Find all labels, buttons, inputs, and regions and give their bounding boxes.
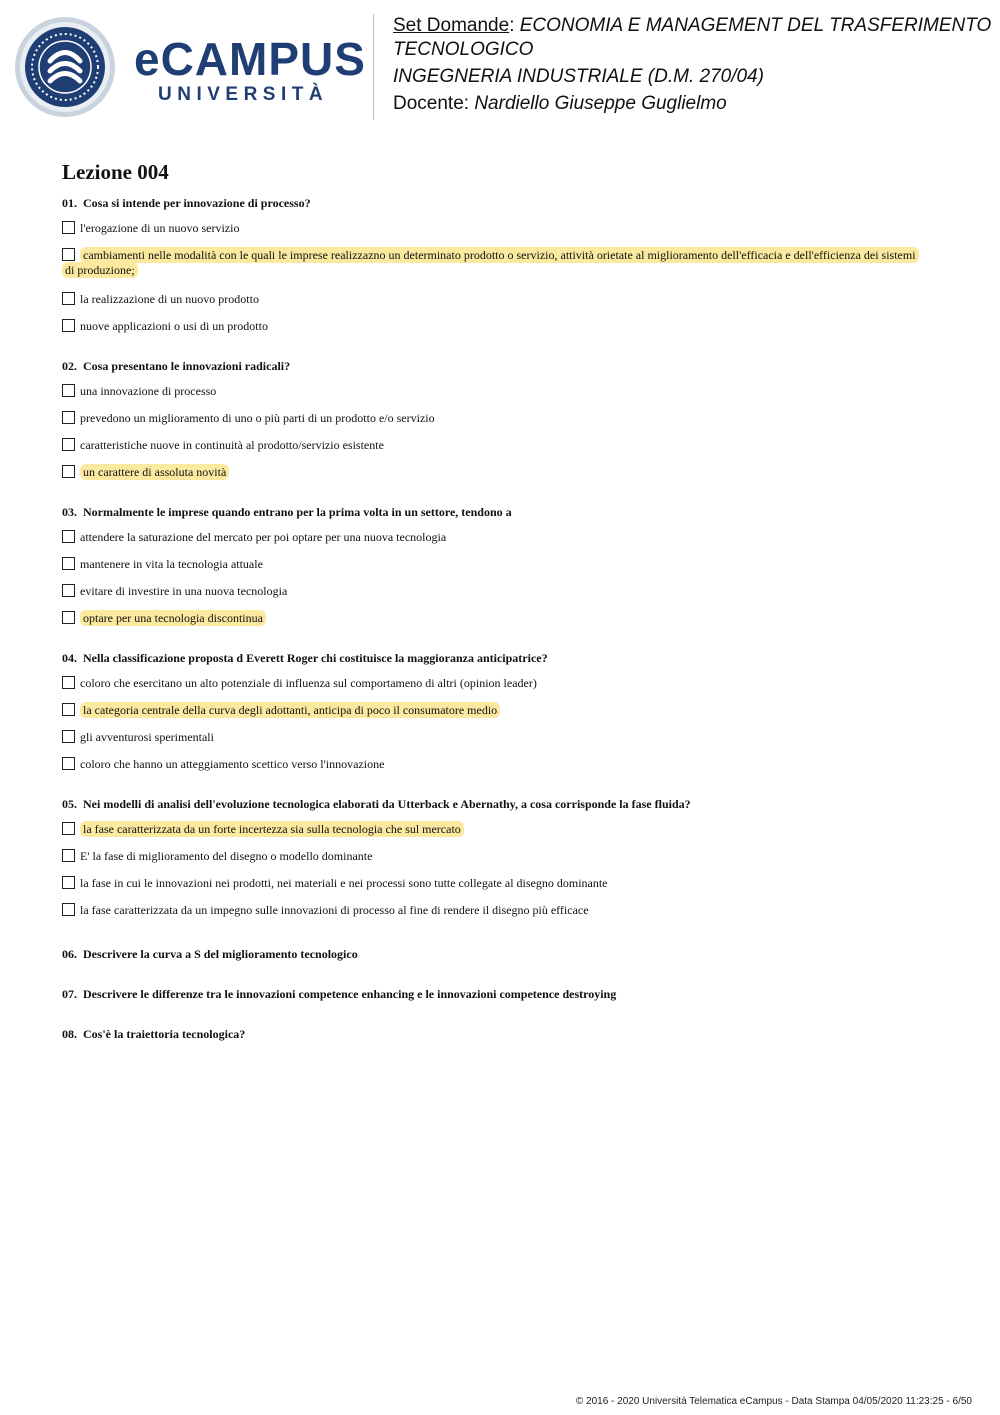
answer-text: caratteristiche nuove in continuità al prodotto/servizio esistente (80, 438, 384, 452)
answer-checkbox[interactable] (62, 730, 75, 743)
answer-option-correct (62, 703, 922, 718)
answer-text-highlighted: la categoria centrale della curva degli adottanti, anticipa di poco il consumatore medio (80, 702, 500, 718)
question-02 (62, 358, 922, 480)
answer-option (62, 757, 922, 772)
answer-option (62, 438, 922, 453)
answer-checkbox[interactable] (62, 411, 75, 424)
answer-checkbox[interactable] (62, 319, 75, 332)
answer-text: mantenere in vita la tecnologia attuale (80, 557, 263, 571)
answer-checkbox[interactable] (62, 849, 75, 862)
answer-option (62, 730, 922, 745)
answer-option-correct (62, 611, 922, 626)
answer-option (62, 849, 922, 864)
answer-text-highlighted: un carattere di assoluta novità (80, 464, 229, 480)
answer-text: la realizzazione di un nuovo prodotto (80, 292, 259, 306)
answer-text: nuove applicazioni o usi di un prodotto (80, 319, 268, 333)
question-number: 06. (62, 947, 77, 961)
answer-text: E' la fase di miglioramento del disegno o modello dominante (80, 849, 373, 863)
answer-text: una innovazione di processo (80, 384, 217, 398)
answer-checkbox[interactable] (62, 611, 75, 624)
answer-checkbox[interactable] (62, 221, 75, 234)
answer-text: coloro che hanno un atteggiamento scettico verso l'innovazione (80, 757, 385, 771)
answer-option-correct (62, 822, 922, 837)
answer-text: la fase in cui le innovazioni nei prodotti, nei materiali e nei processi sono tutte collegate al disegno dominante (80, 876, 608, 890)
answer-option (62, 384, 922, 399)
answer-option-correct (62, 248, 922, 278)
question-text: Cosa si intende per innovazione di processo? (83, 196, 311, 210)
open-question-08 (62, 1026, 922, 1042)
answer-option (62, 411, 922, 426)
answer-option (62, 530, 922, 545)
answer-checkbox[interactable] (62, 584, 75, 597)
page-footer: © 2016 - 2020 Università Telematica eCampus - Data Stampa 04/05/2020 11:23:25 - 6/50 (575, 1396, 972, 1407)
answer-option (62, 292, 922, 307)
header-info: Set Domande: ECONOMIA E MANAGEMENT DEL TRASFERIMENTO TECNOLOGICO INGEGNERIA INDUSTRIALE (D.M. 270/04) Docente: Nardiello Giuseppe Guglielmo (393, 15, 992, 114)
answer-text-highlighted: cambiamenti nelle modalità con le quali le imprese realizzazno un determinato prodotto o servizio, attività orietate al miglioramento dell'efficacia e dell'efficienza dei sistemi di produzione; (62, 247, 919, 278)
answer-checkbox[interactable] (62, 757, 75, 770)
course-title: ECONOMIA E MANAGEMENT DEL TRASFERIMENTO TECNOLOGICO (393, 15, 992, 60)
question-text: Cos'è la traiettoria tecnologica? (83, 1027, 246, 1041)
answer-text: prevedono un miglioramento di uno o più parti di un prodotto e/o servizio (80, 411, 435, 425)
answer-checkbox[interactable] (62, 292, 75, 305)
degree-title: INGEGNERIA INDUSTRIALE (D.M. 270/04) (393, 66, 764, 87)
answer-checkbox[interactable] (62, 557, 75, 570)
question-04 (62, 650, 922, 772)
question-text: Cosa presentano le innovazioni radicali? (83, 359, 291, 373)
answer-checkbox[interactable] (62, 876, 75, 889)
teacher-label: Docente: (393, 93, 470, 114)
answer-text-highlighted: la fase caratterizzata da un forte incertezza sia sulla tecnologia che sul mercato (80, 821, 464, 837)
answer-checkbox[interactable] (62, 903, 75, 916)
page-header (0, 0, 1000, 130)
answer-checkbox[interactable] (62, 384, 75, 397)
question-set (62, 160, 922, 1066)
answer-option-correct (62, 465, 922, 480)
header-divider (373, 14, 374, 120)
open-question-06 (62, 946, 922, 962)
answer-text: coloro che esercitano un alto potenziale di influenza sul comportameno di altri (opinion leader) (80, 676, 537, 690)
answer-checkbox[interactable] (62, 530, 75, 543)
question-text: Nei modelli di analisi dell'evoluzione tecnologica elaborati da Utterback e Abernathy, a cosa corrisponde la fase fluida? (83, 797, 691, 811)
answer-option (62, 903, 922, 918)
answer-checkbox[interactable] (62, 822, 75, 835)
teacher-name: Nardiello Giuseppe Guglielmo (474, 93, 727, 114)
question-number: 08. (62, 1027, 77, 1041)
answer-text: l'erogazione di un nuovo servizio (80, 221, 240, 235)
set-label: Set Domande (393, 15, 510, 36)
answer-option (62, 676, 922, 691)
answer-checkbox[interactable] (62, 703, 75, 716)
question-05 (62, 796, 922, 918)
open-question-07 (62, 986, 922, 1002)
answer-checkbox[interactable] (62, 248, 75, 261)
question-01 (62, 195, 922, 334)
answer-text: la fase caratterizzata da un impegno sulle innovazioni di processo al fine di rendere il disegno più efficace (80, 903, 589, 917)
brand-name: eCAMPUS (134, 33, 366, 85)
lesson-title: Lezione 004 (62, 160, 169, 184)
question-text: Normalmente le imprese quando entrano per la prima volta in un settore, tendono a (83, 505, 512, 519)
question-03 (62, 504, 922, 626)
question-text: Descrivere le differenze tra le innovazioni competence enhancing e le innovazioni competence destroying (83, 987, 617, 1001)
answer-text: evitare di investire in una nuova tecnologia (80, 584, 288, 598)
answer-option (62, 876, 922, 891)
answer-checkbox[interactable] (62, 676, 75, 689)
question-text: Nella classificazione proposta d Everett Roger chi costituisce la maggioranza anticipatrice? (83, 651, 548, 665)
open-questions (62, 946, 922, 1042)
answer-option (62, 319, 922, 334)
answer-option (62, 221, 922, 236)
answer-option (62, 584, 922, 599)
question-number: 01. (62, 196, 77, 210)
answer-checkbox[interactable] (62, 438, 75, 451)
answer-text-highlighted: optare per una tecnologia discontinua (80, 610, 266, 626)
question-number: 04. (62, 651, 77, 665)
brand-subtitle: UNIVERSITÀ (158, 84, 329, 105)
question-number: 07. (62, 987, 77, 1001)
ecampus-logo (14, 14, 364, 118)
university-seal-icon (14, 16, 116, 118)
question-number: 02. (62, 359, 77, 373)
answer-option (62, 557, 922, 572)
answer-text: attendere la saturazione del mercato per poi optare per una nuova tecnologia (80, 530, 447, 544)
question-text: Descrivere la curva a S del miglioramento tecnologico (83, 947, 358, 961)
answer-checkbox[interactable] (62, 465, 75, 478)
question-number: 03. (62, 505, 77, 519)
answer-text: gli avventurosi sperimentali (80, 730, 214, 744)
question-number: 05. (62, 797, 77, 811)
